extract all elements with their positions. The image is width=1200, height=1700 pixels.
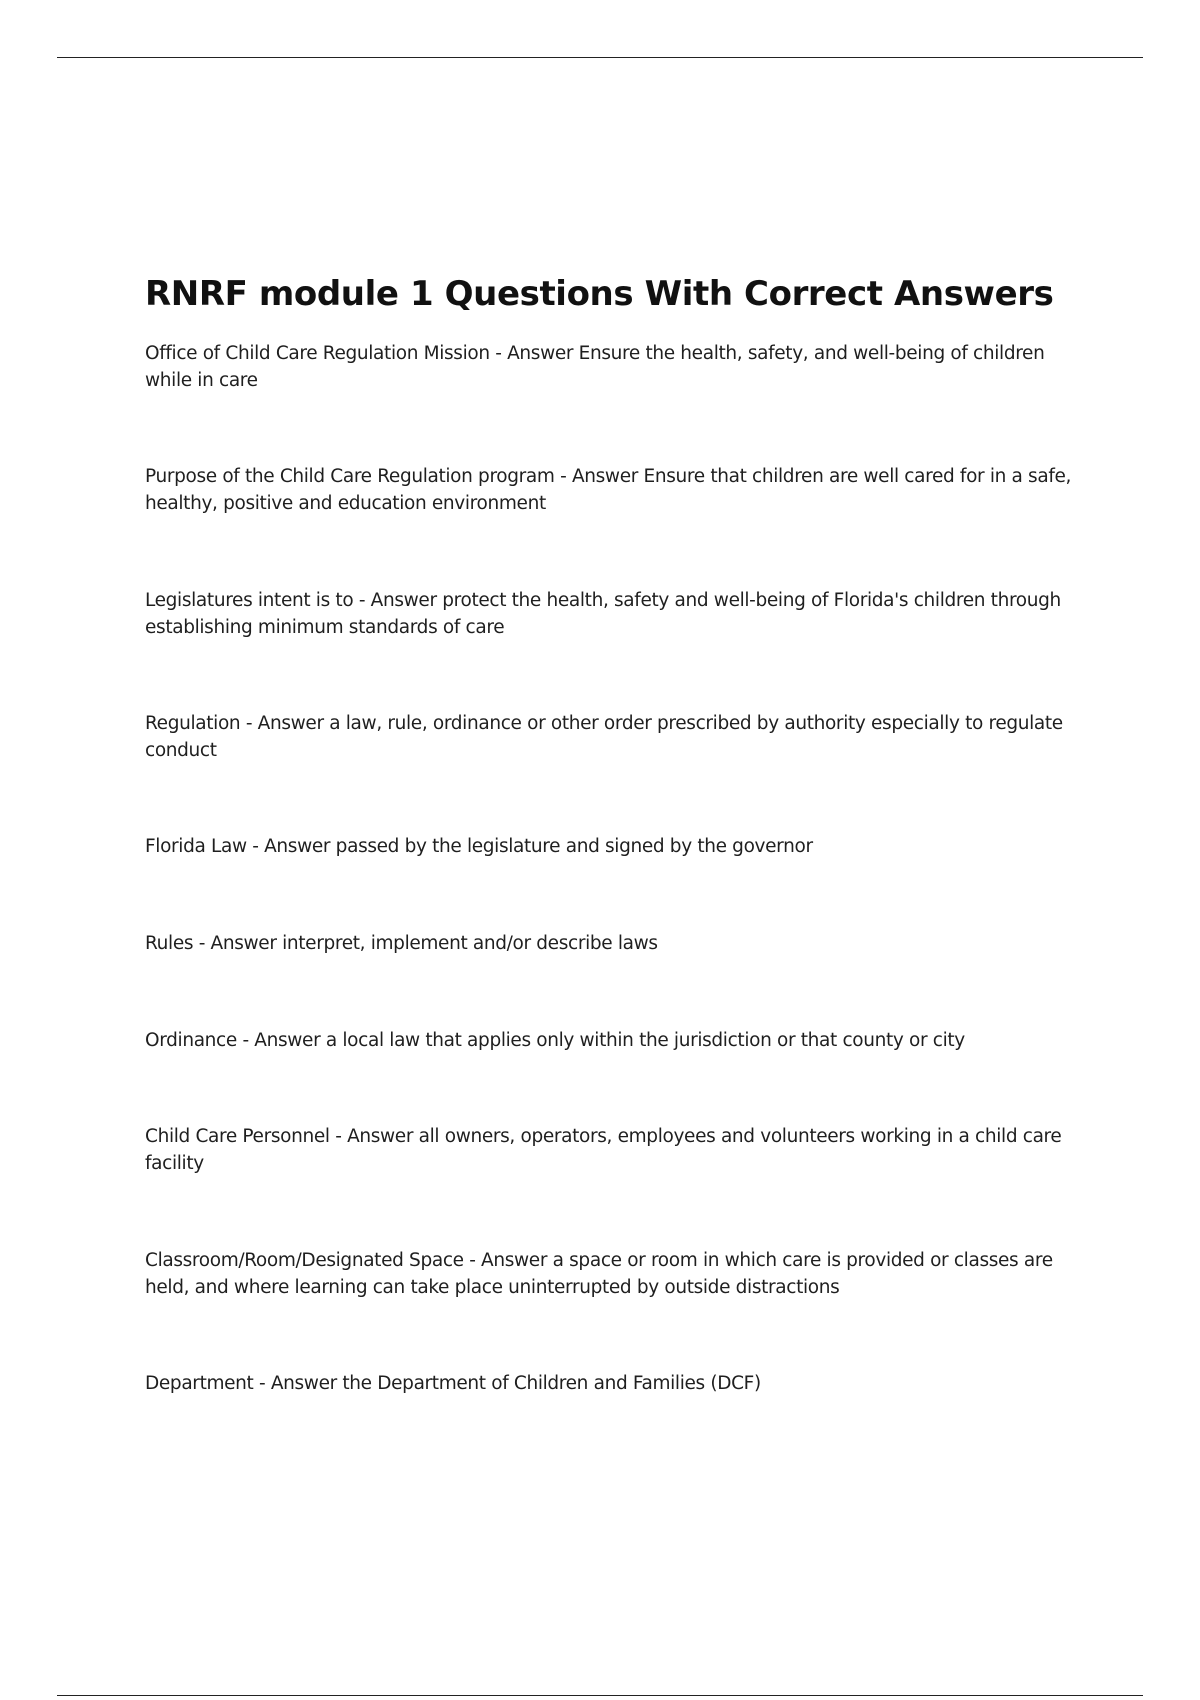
- header-rule: [57, 57, 1143, 58]
- page-title: RNRF module 1 Questions With Correct Answers: [145, 274, 1054, 314]
- qa-item: Legislatures intent is to - Answer protect the health, safety and well-being of Florida's children through establishing minimum standards of care: [145, 590, 1061, 638]
- qa-item: Department - Answer the Department of Children and Families (DCF): [145, 1373, 761, 1394]
- footer-rule: [57, 1695, 1143, 1696]
- qa-item: Child Care Personnel - Answer all owners, operators, employees and volunteers working in a child care facility: [145, 1126, 1062, 1174]
- qa-item: Regulation - Answer a law, rule, ordinance or other order prescribed by authority especially to regulate conduct: [145, 713, 1063, 761]
- qa-item: Florida Law - Answer passed by the legislature and signed by the governor: [145, 836, 813, 857]
- qa-item: Classroom/Room/Designated Space - Answer a space or room in which care is provided or classes are held, and where learning can take place uninterrupted by outside distractions: [145, 1250, 1053, 1298]
- qa-item: Ordinance - Answer a local law that applies only within the jurisdiction or that county or city: [145, 1030, 965, 1051]
- qa-item: Rules - Answer interpret, implement and/or describe laws: [145, 933, 658, 954]
- qa-item: Office of Child Care Regulation Mission - Answer Ensure the health, safety, and well-being of children while in care: [145, 343, 1045, 391]
- qa-item: Purpose of the Child Care Regulation program - Answer Ensure that children are well cared for in a safe, healthy, positive and education environment: [145, 466, 1072, 514]
